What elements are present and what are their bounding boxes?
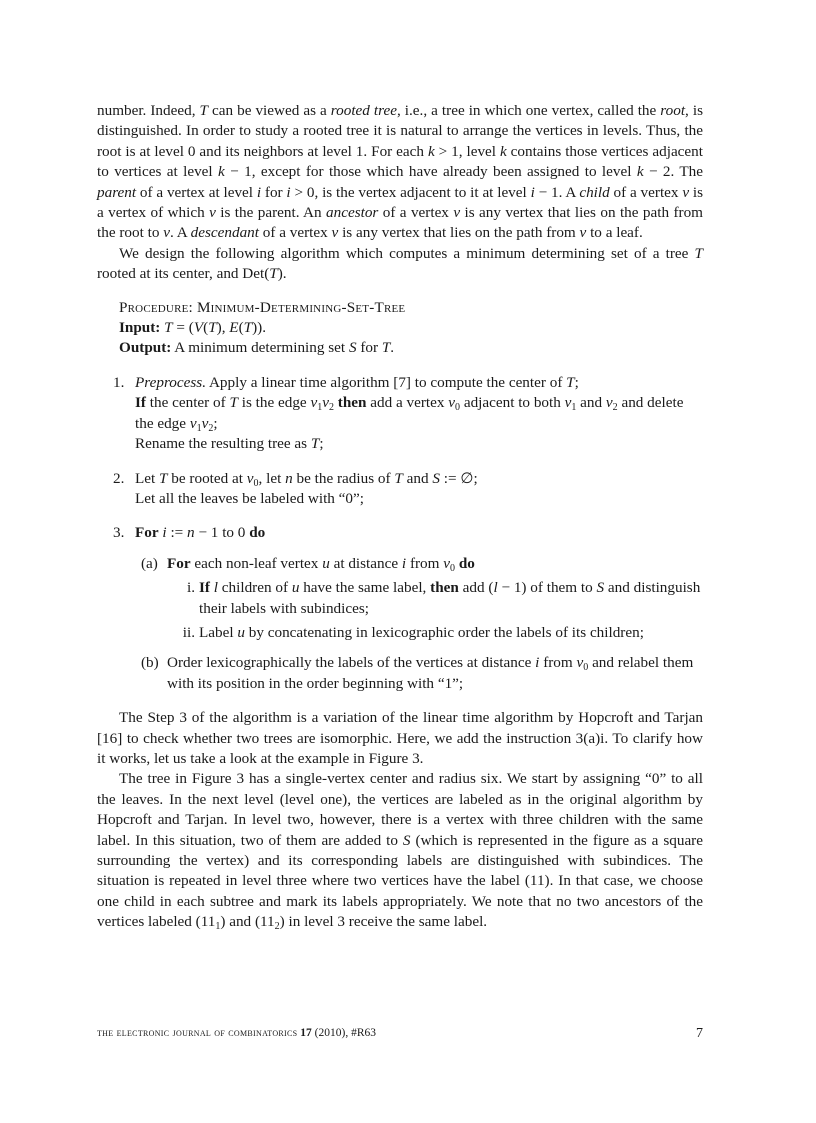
- subscript: 1: [317, 402, 323, 414]
- math-variable: v: [331, 224, 339, 242]
- math-variable: v: [201, 414, 209, 432]
- substep-item-text: Label u by concatenating in lexicographic order the labels of its children;: [199, 623, 644, 641]
- math-variable: S: [432, 469, 440, 487]
- step-number: 1.: [113, 373, 125, 391]
- step-number: 3.: [113, 524, 125, 542]
- math-variable: u: [237, 623, 245, 641]
- math-variable: T: [381, 339, 391, 357]
- tree-paragraph: The tree in Figure 3 has a single-vertex center and radius six. We start by assigning “0” to all the leaves. In the next level (level one), the vertices are labeled as in the original algorithm by Hopcroft and Tarjan. In level two, however, there is a vertex with three children with the same label. In this situation, two of them are added to S (which is represented in the figure as a square surrounding the vertex) and its corresponding labels are distinguished with subindices. The situation is repeated in level three where two vertices have the label (11). In that case, we choose one child in each subtree and mark its labels appropriately. We note that no two ancestors of the vertices labeled $(11_1)$ and $(11_2)$ in level 3 receive the same label.: [97, 770, 703, 933]
- keyword: then: [430, 579, 459, 597]
- procedure-title: Procedure: Minimum-Determining-Set-Tree: [119, 298, 406, 316]
- procedure-input: [119, 318, 703, 338]
- math-variable: V: [193, 319, 204, 337]
- math-variable: v: [448, 394, 456, 412]
- keyword: If: [135, 394, 146, 412]
- math-variable: n: [285, 469, 293, 487]
- keyword: do: [249, 524, 266, 542]
- keyword: If: [199, 579, 210, 597]
- emphasis: Preprocess.: [135, 373, 206, 391]
- math-variable: v: [310, 394, 318, 412]
- substep-item-text: If l children of u have the same label, then add (l − 1) of them to S and distinguish their labels with subindices;: [199, 579, 701, 617]
- step-line: Preprocess. Apply a linear time algorithm [7] to compute the center of T;: [135, 373, 579, 391]
- step-line: Let T be rooted at $v_0$, let n be the radius of T and S := ∅;: [135, 469, 478, 489]
- page-footer: [97, 1027, 703, 1039]
- math-variable: i: [401, 554, 407, 572]
- journal-name: the electronic journal of combinatorics: [97, 1027, 298, 1039]
- intro-paragraph: number. Indeed, T can be viewed as a rooted tree, i.e., a tree in which one vertex, called the root, is distinguished. In order to study a rooted tree it is natural to arrange the vertices in levels. Thus, the root is at level 0 and its neighbors at level 1. For each k > 1, level k contains those vertices adjacent to vertices at level k − 1, except for those which have already been assigned to level k − 2. The parent of a vertex at level i for i > 0, is the vertex adjacent to it at level i − 1. A child of a vertex v is a vertex of which v is the parent. An ancestor of a vertex v is any vertex that lies on the path from the root to v. A descendant of a vertex v is any vertex that lies on the path from v to a leaf.: [97, 102, 704, 242]
- input-label: Input:: [119, 319, 161, 337]
- step-line: Rename the resulting tree as T;: [135, 435, 324, 453]
- subscript: 0: [583, 662, 589, 674]
- step-line: Let all the leaves be labeled with “0”;: [135, 489, 364, 507]
- math-variable: v: [163, 224, 170, 242]
- math-variable: v: [189, 414, 197, 432]
- math-variable: T: [159, 469, 168, 487]
- math-variable: T: [269, 265, 278, 283]
- math-variable: k: [427, 142, 435, 160]
- page-body: [97, 101, 703, 933]
- math-variable: i: [256, 183, 262, 201]
- keyword: For: [167, 554, 191, 572]
- math-variable: i: [162, 524, 167, 542]
- subscript: 2: [208, 422, 214, 434]
- math-variable: u: [322, 554, 330, 572]
- keyword: For: [135, 524, 159, 542]
- procedure-steps: [97, 373, 703, 694]
- math-variable: i: [535, 654, 540, 672]
- step-3: [97, 523, 703, 694]
- math-variable: T: [694, 244, 703, 262]
- procedure-output: [119, 338, 703, 358]
- substep-b: [135, 653, 703, 694]
- math-variable: v: [682, 183, 690, 201]
- math-variable: l: [213, 579, 218, 597]
- emphasis: child: [579, 183, 610, 201]
- math-variable: S: [348, 339, 357, 357]
- page-number: 7: [696, 1026, 703, 1041]
- math-variable: T: [394, 469, 403, 487]
- math-variable: T: [208, 319, 217, 337]
- math-variable: T: [243, 319, 253, 337]
- keyword: do: [458, 554, 475, 572]
- step-number: 2.: [113, 469, 125, 487]
- math-variable: i: [530, 183, 535, 201]
- step-line: If the center of T is the edge $v_1v_2$ then add a vertex $v_0$ adjacent to both $v_1$ and $v_2$ and delete the edge $v_1v_2$;: [135, 394, 684, 434]
- math-variable: T: [566, 373, 575, 391]
- math-variable: u: [291, 579, 300, 597]
- design-paragraph: We design the following algorithm which computes a minimum determining set of a tree T rooted at its center, and Det(T).: [97, 244, 703, 283]
- substep-text: Order lexicographically the labels of the vertices at distance i from $v_0$ and relabel them with its position in the order beginning with “1”;: [167, 654, 694, 692]
- subscript: 1: [196, 422, 202, 434]
- subscript: 2: [274, 921, 280, 933]
- emphasis: ancestor: [326, 204, 379, 222]
- subscript: 2: [328, 402, 334, 414]
- math-variable: v: [322, 394, 329, 412]
- math-variable: k: [218, 163, 225, 181]
- step-1: [97, 373, 703, 455]
- math-variable: v: [576, 654, 584, 672]
- journal-issue: (2010), #R63: [311, 1027, 376, 1039]
- emphasis: root: [660, 102, 686, 119]
- math-variable: n: [187, 524, 195, 542]
- step-line: For i := n − 1 to 0 do: [135, 524, 266, 542]
- step3-paragraph: The Step 3 of the algorithm is a variation of the linear time algorithm by Hopcroft and Tarjan [16] to check whether two trees are isomorphic. Here, we add the instruction 3(a)i. To clarify how it works, let us take a look at the example in Figure 3.: [97, 709, 703, 767]
- math-variable: v: [453, 204, 461, 222]
- math-variable: T: [229, 394, 238, 412]
- journal-volume: 17: [300, 1027, 312, 1039]
- substep-item-label: ii.: [182, 623, 195, 641]
- output-text: A minimum determining set S for T.: [171, 339, 395, 357]
- emphasis: rooted tree: [330, 102, 397, 119]
- output-label: Output:: [119, 339, 172, 357]
- subscript: 1: [571, 402, 577, 414]
- subscript: 2: [612, 402, 618, 414]
- substep-a: [135, 554, 703, 644]
- substep-label: (a): [141, 554, 158, 572]
- math-variable: k: [499, 142, 507, 160]
- subscript: 0: [455, 402, 461, 414]
- input-text: T = (V(T), E(T)).: [164, 319, 267, 337]
- math-variable: E: [229, 319, 239, 337]
- math-variable: l: [493, 579, 498, 597]
- procedure-header: [119, 298, 703, 359]
- math-variable: k: [636, 163, 644, 181]
- math-variable: T: [199, 102, 208, 119]
- substep-label: (b): [141, 654, 159, 672]
- substep-a-i: [167, 578, 703, 619]
- math-variable: T: [164, 319, 173, 337]
- substep-a-ii: [167, 623, 703, 643]
- math-variable: i: [286, 183, 291, 201]
- math-variable: S: [596, 579, 605, 597]
- math-variable: v: [246, 469, 254, 487]
- math-variable: v: [443, 554, 451, 572]
- emphasis: descendant: [190, 224, 259, 242]
- math-variable: v: [579, 224, 587, 242]
- emphasis: parent: [97, 183, 137, 201]
- math-variable: v: [209, 204, 216, 222]
- math-variable: S: [402, 831, 411, 849]
- subscript: 1: [215, 921, 221, 933]
- keyword: then: [337, 394, 367, 412]
- math-variable: v: [564, 394, 572, 412]
- step-2: [97, 469, 703, 510]
- subscript: 0: [253, 477, 259, 489]
- math-variable: T: [310, 435, 320, 453]
- substep-text: For each non-leaf vertex u at distance i from $v_0$ do: [167, 554, 475, 574]
- math-variable: v: [605, 394, 613, 412]
- substep-item-label: i.: [186, 579, 195, 597]
- subscript: 0: [450, 562, 456, 574]
